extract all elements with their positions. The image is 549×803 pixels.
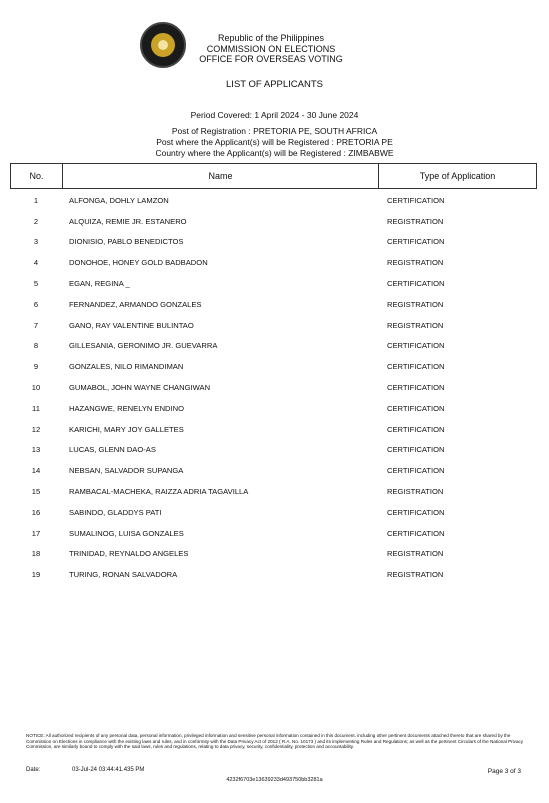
row-number: 8 (33, 341, 39, 351)
application-type: CERTIFICATION (387, 237, 445, 247)
row-number: 17 (31, 528, 41, 538)
table-row (10, 294, 537, 315)
list-title: LIST OF APPLICANTS (226, 79, 323, 90)
row-number: 1 (33, 195, 39, 205)
row-number: 3 (33, 237, 39, 247)
applicant-name: RAMBACAL-MACHEKA, RAIZZA ADRIA TAGAVILLA (69, 487, 249, 497)
table-row (10, 315, 537, 336)
application-type: CERTIFICATION (387, 383, 445, 393)
application-type: REGISTRATION (387, 299, 444, 309)
table-row (10, 544, 537, 565)
table-row (10, 232, 537, 253)
table-row (10, 481, 537, 502)
table-row (10, 564, 537, 585)
applicant-name: GANO, RAY VALENTINE BULINTAO (69, 320, 194, 330)
table-row (10, 377, 537, 398)
seal-center (158, 40, 168, 50)
date-value: 03-Jul-24 03:44:41.435 PM (72, 767, 145, 773)
column-header-no: No. (11, 164, 63, 188)
application-type: REGISTRATION (387, 549, 444, 559)
post-registered: Post where the Applicant(s) will be Registered : PRETORIA PE (156, 137, 393, 147)
application-type: CERTIFICATION (387, 341, 445, 351)
applicant-name: EGAN, REGINA _ (69, 279, 130, 289)
application-type: REGISTRATION (387, 258, 444, 268)
table-row (10, 336, 537, 357)
application-type: CERTIFICATION (387, 507, 445, 517)
column-header-type: Type of Application (419, 171, 496, 181)
table-row (10, 398, 537, 419)
application-type: CERTIFICATION (387, 445, 445, 455)
row-number: 11 (32, 403, 40, 413)
application-type: CERTIFICATION (387, 403, 445, 413)
applicant-name: FERNANDEZ, ARMANDO GONZALES (69, 299, 202, 309)
table-row (10, 252, 537, 273)
applicant-name: DONOHOE, HONEY GOLD BADBADON (69, 258, 208, 268)
column-header-name: Name (63, 164, 379, 188)
row-number: 2 (33, 216, 39, 226)
applicant-name: DIONISIO, PABLO BENEDICTOS (69, 237, 184, 247)
row-number: 16 (31, 507, 41, 517)
table-row (10, 273, 537, 294)
row-number: 5 (33, 279, 39, 289)
application-type: CERTIFICATION (387, 362, 445, 372)
application-type: REGISTRATION (387, 216, 444, 226)
applicant-name: GUMABOL, JOHN WAYNE CHANGIWAN (69, 383, 211, 393)
applicant-name: TURING, RONAN SALVADORA (69, 570, 178, 580)
row-number: 7 (33, 320, 39, 330)
post-of-registration: Post of Registration : PRETORIA PE, SOUTH AFRICA (171, 126, 378, 136)
page-number: Page 3 of 3 (487, 768, 521, 775)
row-number: 9 (33, 362, 39, 372)
table-row (10, 211, 537, 232)
applicant-name: HAZANGWE, RENELYN ENDINO (69, 403, 185, 413)
row-number: 12 (31, 424, 41, 434)
applicant-name: NEBSAN, SALVADOR SUPANGA (69, 466, 184, 476)
applicant-name: TRINIDAD, REYNALDO ANGELES (69, 549, 189, 559)
applicant-name: SABINDO, GLADDYS PATI (69, 507, 162, 517)
table-row (10, 190, 537, 211)
date-label: Date: (26, 767, 41, 773)
table-row (10, 460, 537, 481)
application-type: CERTIFICATION (387, 424, 445, 434)
registration-info (0, 126, 549, 159)
row-number: 13 (31, 445, 41, 455)
applicant-name: GILLESANIA, GERONIMO JR. GUEVARRA (69, 341, 218, 351)
row-number: 18 (31, 549, 41, 559)
comelec-seal-icon (140, 22, 186, 68)
application-type: CERTIFICATION (387, 279, 445, 289)
row-number: 15 (31, 487, 41, 497)
application-type: CERTIFICATION (387, 528, 445, 538)
table-row (10, 356, 537, 377)
application-type: REGISTRATION (387, 570, 444, 580)
table-header (10, 163, 537, 189)
row-number: 4 (33, 258, 39, 268)
document-hash: 4232f6703e13639233d493750bb3281a (226, 777, 323, 783)
applicant-name: ALFONGA, DOHLY LAMZON (69, 195, 169, 205)
applicant-table-body (10, 190, 537, 585)
table-row (10, 523, 537, 544)
application-type: CERTIFICATION (387, 466, 445, 476)
table-row (10, 502, 537, 523)
row-number: 6 (33, 299, 39, 309)
applicant-name: LUCAS, GLENN DAO-AS (69, 445, 156, 455)
table-row (10, 419, 537, 440)
application-type: REGISTRATION (387, 487, 444, 497)
row-number: 19 (31, 570, 41, 580)
header-line-commission: COMMISSION ON ELECTIONS (206, 43, 336, 54)
row-number: 10 (31, 383, 41, 393)
application-type: REGISTRATION (387, 320, 444, 330)
applicant-name: KARICHI, MARY JOY GALLETES (69, 424, 184, 434)
row-number: 14 (31, 466, 41, 476)
period-covered: Period Covered: 1 April 2024 - 30 June 2024 (190, 110, 359, 120)
applicant-name: SUMALINOG, LUISA GONZALES (69, 528, 184, 538)
document-header (196, 33, 346, 65)
country-registered: Country where the Applicant(s) will be Registered : ZIMBABWE (155, 148, 394, 158)
applicant-name: ALQUIZA, REMIE JR. ESTANERO (69, 216, 187, 226)
header-line-republic: Republic of the Philippines (217, 33, 325, 43)
header-line-office: OFFICE FOR OVERSEAS VOTING (199, 54, 343, 64)
privacy-notice: NOTICE: All authorized recipients of any personal data, personal information, privileged information and sensitive personal information contained in this document, including other pertinent documents attached thereto that are shared by the Commission on Elections in compliance with the existing laws and rules, and in conformity with the Data Privacy Act of 2012 ( R.A. No. 10173 ) and its implementing Rules and Regulations; as well as the pertinent Circulars of the National Privacy Commission, are similarly bound to comply with the said laws, rules and regulations, relating to data privacy, security, confidentiality, protection and accountability. (26, 733, 524, 750)
applicant-name: GONZALES, NILO RIMANDIMAN (69, 362, 184, 372)
table-row (10, 440, 537, 461)
application-type: CERTIFICATION (387, 195, 445, 205)
